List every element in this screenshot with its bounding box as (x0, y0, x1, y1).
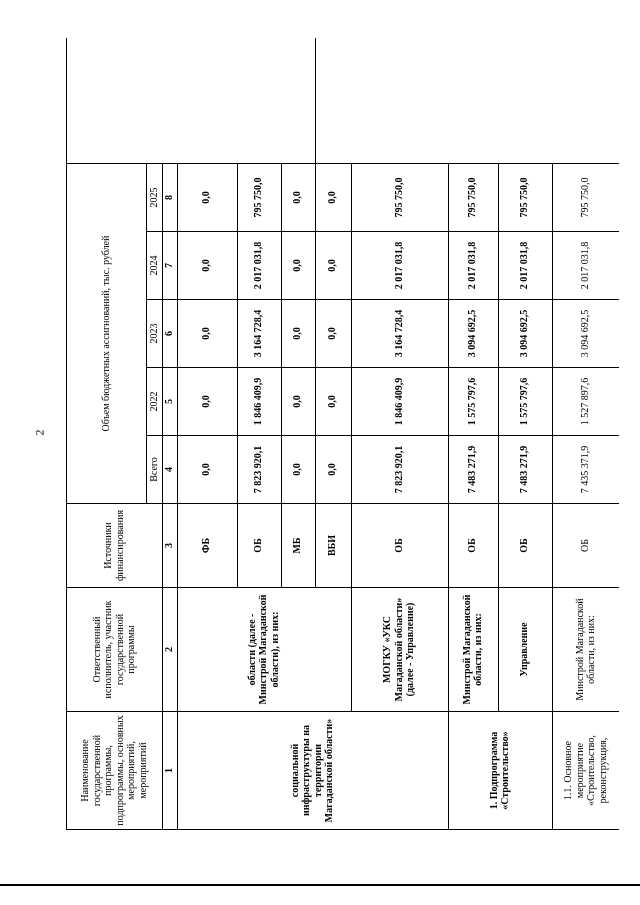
year-cell: 2 017 031,8 (552, 232, 619, 300)
year-cell: 2 017 031,8 (351, 232, 448, 300)
executor-cell: Минстрой Магаданской области, из них: (448, 588, 498, 712)
budget-table (66, 38, 619, 830)
source-cell: ОБ (552, 504, 619, 588)
executor-cell: МОГКУ «УКС Магаданской области» (далее - Управление) (351, 588, 448, 712)
year-cell: 0,0 (315, 164, 351, 232)
year-cell: 795 750,0 (552, 164, 619, 232)
source-cell: ОБ (237, 504, 281, 588)
year-cell: 0,0 (177, 368, 237, 436)
table-row (351, 38, 448, 830)
year-cell: 0,0 (281, 300, 315, 368)
total-cell: 0,0 (177, 436, 237, 504)
executor-cell: Управление (498, 588, 552, 712)
year-cell: 1 846 409,9 (237, 368, 281, 436)
bottom-scan-edge (0, 884, 640, 886)
page-number: 2 (32, 429, 47, 436)
program-executor-cell: области (далее - Минстрой Магаданской области), из них: (177, 588, 351, 712)
table-row (498, 38, 552, 830)
column-number: 3 (163, 504, 178, 588)
table-row (448, 38, 498, 830)
right-margin (67, 38, 316, 164)
year-cell: 0,0 (177, 164, 237, 232)
source-cell: ОБ (498, 504, 552, 588)
subprogram-name-cell: 1. Подпрограмма «Строительство» (448, 712, 552, 830)
year-cell: 3 094 692,5 (498, 300, 552, 368)
header-year: 2022 (147, 368, 163, 436)
year-cell: 2 017 031,8 (448, 232, 498, 300)
year-cell: 795 750,0 (498, 164, 552, 232)
rotated-page-region (66, 38, 619, 830)
total-cell: 7 435 371,9 (552, 436, 619, 504)
program-name-cell: социальной инфраструктуры на территории Магаданской области» (177, 712, 448, 830)
source-cell: ВБИ (315, 504, 351, 588)
header-total: Всего (147, 436, 163, 504)
executor-cell: Минстрой Магаданской области, из них: (552, 588, 619, 712)
table-row (552, 38, 619, 830)
year-cell: 2 017 031,8 (237, 232, 281, 300)
total-cell: 0,0 (315, 436, 351, 504)
year-cell: 1 846 409,9 (351, 368, 448, 436)
column-number: 2 (163, 588, 178, 712)
header-row (67, 38, 147, 830)
total-cell: 0,0 (281, 436, 315, 504)
year-cell: 3 164 728,4 (237, 300, 281, 368)
column-number: 5 (163, 368, 178, 436)
year-cell: 795 750,0 (237, 164, 281, 232)
year-cell: 0,0 (281, 368, 315, 436)
year-cell: 0,0 (315, 368, 351, 436)
total-cell: 7 483 271,9 (448, 436, 498, 504)
year-cell: 1 575 797,6 (498, 368, 552, 436)
column-number: 4 (163, 436, 178, 504)
header-executor: Ответственный исполнитель, участник государственной программы (67, 588, 163, 712)
total-cell: 7 483 271,9 (498, 436, 552, 504)
year-cell: 1 527 897,6 (552, 368, 619, 436)
source-cell: МБ (281, 504, 315, 588)
year-cell: 0,0 (315, 300, 351, 368)
header-source: Источники финансирования (67, 504, 163, 588)
year-cell: 0,0 (281, 164, 315, 232)
year-cell: 0,0 (177, 232, 237, 300)
column-number: 6 (163, 300, 178, 368)
column-number: 8 (163, 164, 178, 232)
year-cell: 2 017 031,8 (498, 232, 552, 300)
source-cell: ФБ (177, 504, 237, 588)
rotated-table-content (66, 38, 619, 830)
year-cell: 795 750,0 (351, 164, 448, 232)
source-cell: ОБ (351, 504, 448, 588)
header-year: 2025 (147, 164, 163, 232)
total-cell: 7 823 920,1 (351, 436, 448, 504)
year-cell: 3 094 692,5 (448, 300, 498, 368)
year-cell: 3 164 728,4 (351, 300, 448, 368)
column-number: 1 (163, 712, 178, 830)
header-year: 2023 (147, 300, 163, 368)
header-year: 2024 (147, 232, 163, 300)
year-cell: 1 575 797,6 (448, 368, 498, 436)
year-cell: 0,0 (315, 232, 351, 300)
header-name: Наименование государственной программы, подпрограммы, основных мероприятий, мероприятий (67, 712, 163, 830)
year-cell: 795 750,0 (448, 164, 498, 232)
year-cell: 0,0 (177, 300, 237, 368)
column-number: 7 (163, 232, 178, 300)
total-cell: 7 823 920,1 (237, 436, 281, 504)
measure-name-cell: 1.1. Основное мероприятие «Строительство, реконструкция, (552, 712, 619, 830)
header-volume: Объем бюджетных ассигнований, тыс. рублей (67, 164, 147, 504)
source-cell: ОБ (448, 504, 498, 588)
year-cell: 3 094 692,5 (552, 300, 619, 368)
year-cell: 0,0 (281, 232, 315, 300)
